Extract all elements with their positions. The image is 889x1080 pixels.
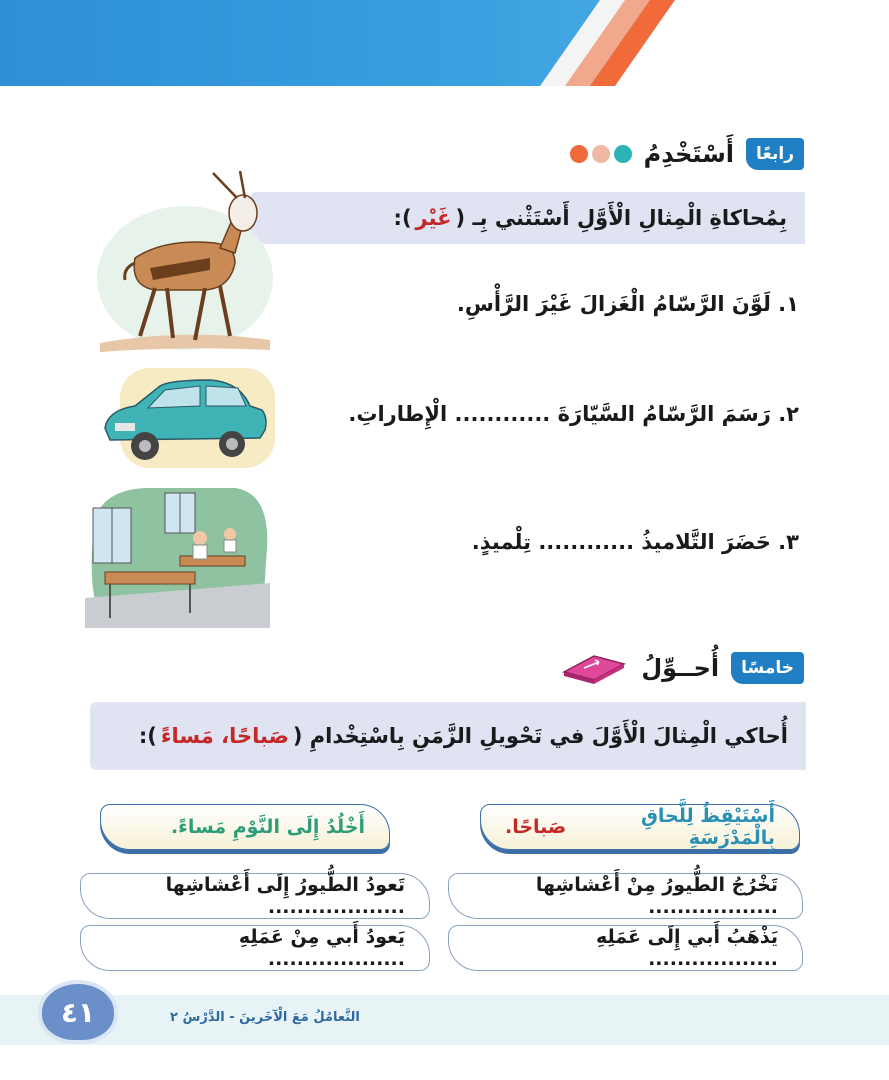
instruction-5: [90, 702, 806, 770]
sentence-3: ٣. حَضَرَ التَّلاميذُ ............ تِلْميذٍ.: [471, 530, 799, 554]
example-evening: أَخْلُدُ إِلَى النَّوْمِ مَساءً.: [100, 804, 390, 850]
gazelle-illustration: [95, 168, 275, 358]
section-5-title: أُحــوِّلُ: [641, 654, 720, 682]
instruction-5-pre: أُحاكي الْمِثالَ الْأَوَّلَ في تَحْويلِ الزَّمَنِ بِاسْتِخْدامِ (: [292, 724, 788, 748]
section-5-badge: خامسًا: [731, 652, 804, 684]
dot-icon: [592, 145, 610, 163]
car-illustration: [100, 368, 275, 473]
classroom-illustration: [85, 488, 270, 628]
sentence-2: ٢. رَسَمَ الرَّسّامُ السَّيّارَةَ ............ الْإِطاراتِ.: [348, 402, 799, 426]
banner-stripes: [0, 0, 889, 86]
exercise-row-2-right: يَذْهَبُ أَبي إِلَى عَمَلِهِ ..................: [448, 925, 803, 971]
instruction-5-highlight: صَباحًا، مَساءً: [160, 724, 289, 748]
footer-bar: [0, 995, 889, 1045]
page-number: ٤١: [42, 984, 114, 1040]
instruction-4: [250, 192, 805, 244]
footer-lesson-title: التَّعامُلُ مَعَ الْآخَرينَ - الدَّرْسُ ٢: [170, 1010, 360, 1025]
instruction-4-highlight: غَيْر: [415, 206, 452, 230]
dot-icon: [570, 145, 588, 163]
exercise-row-1-left: تَعودُ الطُّيورُ إِلَى أَعْشاشِها ...................: [80, 873, 430, 919]
convert-icon: [559, 650, 629, 686]
example-morning-word: صَباحًا.: [505, 816, 567, 838]
sentence-1: ١. لَوَّنَ الرَّسّامُ الْغَزالَ غَيْرَ الرَّأْسِ.: [456, 292, 799, 316]
instruction-4-pre: بِمُحاكاةِ الْمِثالِ الْأَوَّلِ أَسْتَثْني بِـ (: [455, 206, 787, 230]
section-4-badge: رابعًا: [746, 138, 804, 170]
section-4-dots: [570, 145, 632, 163]
exercise-row-1-right: تَخْرُجُ الطُّيورُ مِنْ أَعْشاشِها ..................: [448, 873, 803, 919]
section-4-title: أَسْتَخْدِمُ: [643, 140, 735, 168]
section-5-header: [559, 650, 804, 686]
top-banner: [0, 0, 889, 86]
section-4-header: [570, 138, 804, 170]
instruction-5-post: ):: [138, 724, 157, 748]
example-morning: [480, 804, 800, 850]
dot-icon: [614, 145, 632, 163]
instruction-4-post: ):: [393, 206, 412, 230]
example-morning-text: أَسْتَيْقِظُ لِلَّحاقِ بِالْمَدْرَسَةِ: [640, 805, 775, 849]
exercise-row-2-left: يَعودُ أَبي مِنْ عَمَلِهِ ...................: [80, 925, 430, 971]
